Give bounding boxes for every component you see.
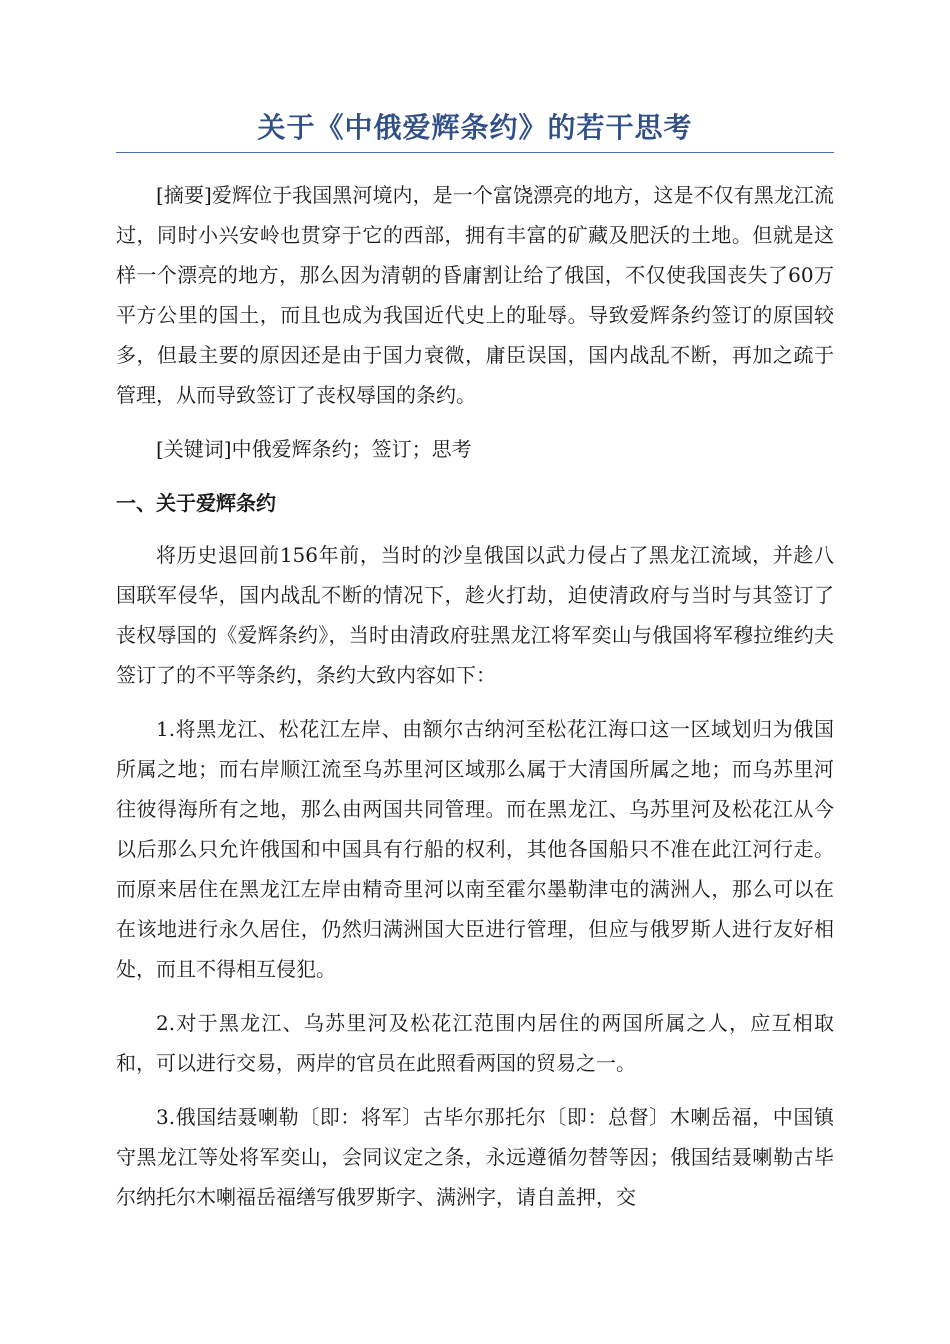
treaty-item-2: 2.对于黑龙江、乌苏里河及松花江范围内居住的两国所属之人，应互相取和，可以进行交易，两岸的官员在此照看两国的贸易之一。	[116, 1011, 834, 1075]
section-heading: 一、关于爱辉条约	[116, 491, 276, 515]
title-underline	[116, 152, 834, 153]
document-title: 关于《中俄爱辉条约》的若干思考	[257, 111, 693, 144]
keywords-paragraph: [关键词]中俄爱辉条约；签订；思考	[156, 437, 472, 461]
document-page	[116, 108, 834, 1231]
abstract-paragraph: [摘要]爱辉位于我国黑河境内，是一个富饶漂亮的地方，这是不仅有黑龙江流过，同时小兴安岭也贯穿于它的西部，拥有丰富的矿藏及肥沃的土地。但就是这样一个漂亮的地方，那么因为清朝的昏庸割让给了俄国，不仅使我国丧失了60万平方公里的国土，而且也成为我国近代史上的耻辱。导致爱辉条约签订的原国较多，但最主要的原因还是由于国力衰微，庸臣误国，国内战乱不断，再加之疏于管理，从而导致签订了丧权辱国的条约。	[116, 183, 834, 407]
treaty-item-1: 1.将黑龙江、松花江左岸、由额尔古纳河至松花江海口这一区域划归为俄国所属之地；而右岸顺江流至乌苏里河区域那么属于大清国所属之地；而乌苏里河往彼得海所有之地，那么由两国共同管理。而在黑龙江、乌苏里河及松花江从今以后那么只允许俄国和中国具有行船的权利，其他各国船只不准在此江河行走。而原来居住在黑龙江左岸由精奇里河以南至霍尔墨勒津屯的满洲人，那么可以在在该地进行永久居住，仍然归满洲国大臣进行管理，但应与俄罗斯人进行友好相处，而且不得相互侵犯。	[116, 717, 834, 981]
section-intro-paragraph: 将历史退回前156年前，当时的沙皇俄国以武力侵占了黑龙江流域，并趁八国联军侵华，国内战乱不断的情况下，趁火打劫，迫使清政府与当时与其签订了丧权辱国的《爱辉条约》，当时由清政府驻黑龙江将军奕山与俄国将军穆拉维约夫签订了的不平等条约，条约大致内容如下：	[116, 543, 834, 687]
treaty-item-3: 3.俄国结聂喇勒〔即：将军〕古毕尔那托尔〔即：总督〕木喇岳福，中国镇守黑龙江等处将军奕山，会同议定之条，永远遵循勿替等因；俄国结聂喇勒古毕尔纳托尔木喇福岳福缮写俄罗斯字、满洲字，请自盖押，交	[116, 1105, 834, 1209]
